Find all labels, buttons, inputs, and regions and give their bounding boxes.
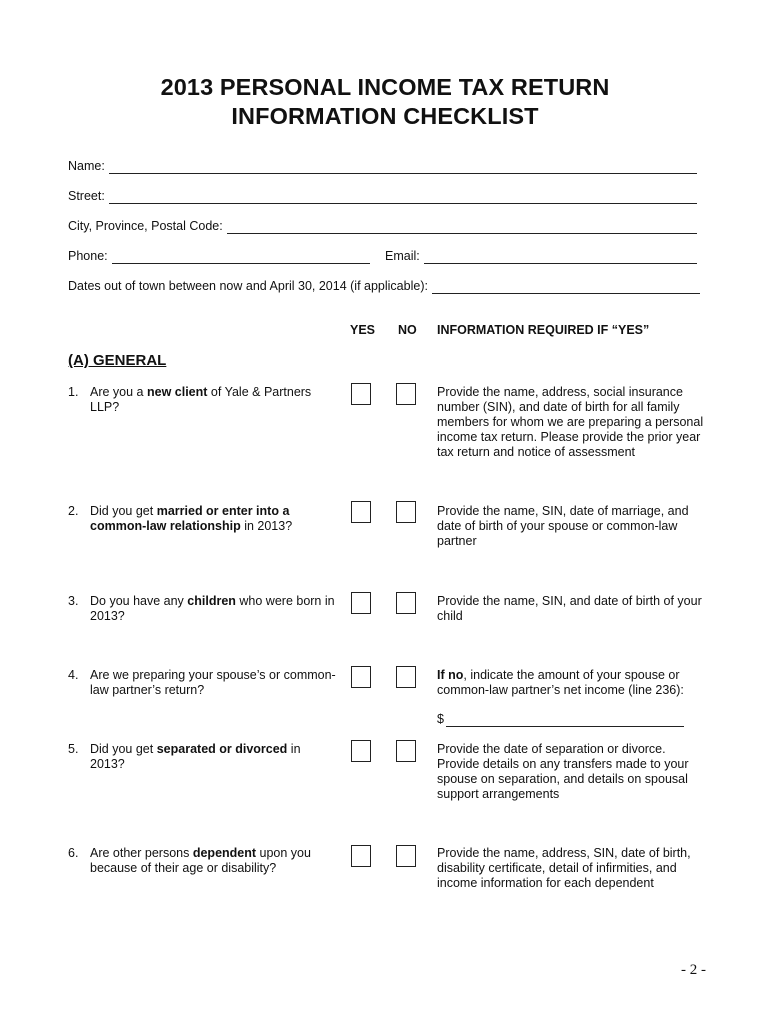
street-input-line[interactable] (109, 190, 697, 204)
question-4-yes-checkbox[interactable] (351, 666, 371, 688)
question-6-no-checkbox[interactable] (396, 845, 416, 867)
name-label: Name: (68, 159, 105, 173)
city-field (68, 218, 697, 234)
email-label: Email: (385, 249, 420, 263)
question-6-yes-checkbox[interactable] (351, 845, 371, 867)
dates-out-label: Dates out of town between now and April 30, 2014 (if applicable): (68, 279, 428, 293)
question-text: Are other persons dependent upon you because of their age or disability? (90, 846, 311, 875)
question-2-no-checkbox[interactable] (396, 501, 416, 523)
name-input-line[interactable] (109, 160, 697, 174)
email-input-line[interactable] (424, 250, 697, 264)
question-5-yes-checkbox[interactable] (351, 740, 371, 762)
city-input-line[interactable] (227, 220, 697, 234)
email-field (385, 248, 697, 264)
question-3-info: Provide the name, SIN, and date of birth of your child (437, 594, 702, 623)
question-text: Did you get married or enter into a common-law relationship in 2013? (90, 504, 293, 533)
question-text: Did you get separated or divorced in 2013? (90, 742, 301, 771)
yes-column-header: YES (350, 323, 376, 337)
dates-out-field (68, 278, 700, 294)
spouse-income-field (437, 711, 684, 727)
question-number: 4. (68, 668, 79, 682)
question-4-info: If no, indicate the amount of your spouse or common-law partner’s net income (line 236): (437, 668, 684, 697)
no-column-header: NO (398, 323, 417, 337)
question-number: 1. (68, 385, 79, 399)
question-2-info: Provide the name, SIN, date of marriage, and date of birth of your spouse or common-law partner (437, 504, 689, 548)
question-1-no-checkbox[interactable] (396, 383, 416, 405)
question-4-no-checkbox[interactable] (396, 666, 416, 688)
question-6-info: Provide the name, address, SIN, date of birth, disability certificate, detail of infirmities, and income information for each dependent (437, 846, 691, 890)
street-label: Street: (68, 189, 105, 203)
question-text: Are we preparing your spouse’s or common-law partner’s return? (90, 668, 336, 697)
dollar-sign: $ (437, 712, 444, 726)
question-1-yes-checkbox[interactable] (351, 383, 371, 405)
spouse-income-input-line[interactable] (446, 713, 684, 727)
question-number: 2. (68, 504, 79, 518)
question-number: 5. (68, 742, 79, 756)
city-label: City, Province, Postal Code: (68, 219, 223, 233)
question-3-no-checkbox[interactable] (396, 592, 416, 614)
dates-out-input-line[interactable] (432, 280, 700, 294)
question-5-info: Provide the date of separation or divorce. Provide details on any transfers made to your spouse on separation, and details on spousal support arrangements (437, 742, 689, 801)
name-field (68, 158, 697, 174)
page-title-line-1: 2013 PERSONAL INCOME TAX RETURN (160, 74, 610, 100)
phone-label: Phone: (68, 249, 108, 263)
question-3-yes-checkbox[interactable] (351, 592, 371, 614)
phone-input-line[interactable] (112, 250, 370, 264)
question-number: 3. (68, 594, 79, 608)
street-field (68, 188, 697, 204)
question-5-no-checkbox[interactable] (396, 740, 416, 762)
question-text: Do you have any children who were born in 2013? (90, 594, 335, 623)
section-general-heading: (A) GENERAL (68, 352, 167, 369)
info-column-header: INFORMATION REQUIRED IF “YES” (437, 323, 650, 337)
question-number: 6. (68, 846, 79, 860)
question-2-yes-checkbox[interactable] (351, 501, 371, 523)
question-1-info: Provide the name, address, social insurance number (SIN), and date of birth for all family members for whom we are preparing a personal income tax return. Please provide the prior year tax return and notice of assessment (437, 385, 704, 459)
phone-field (68, 248, 370, 264)
page-number: - 2 - (681, 962, 706, 978)
question-text: Are you a new client of Yale & Partners LLP? (90, 385, 312, 414)
page-title-line-2: INFORMATION CHECKLIST (231, 103, 539, 129)
